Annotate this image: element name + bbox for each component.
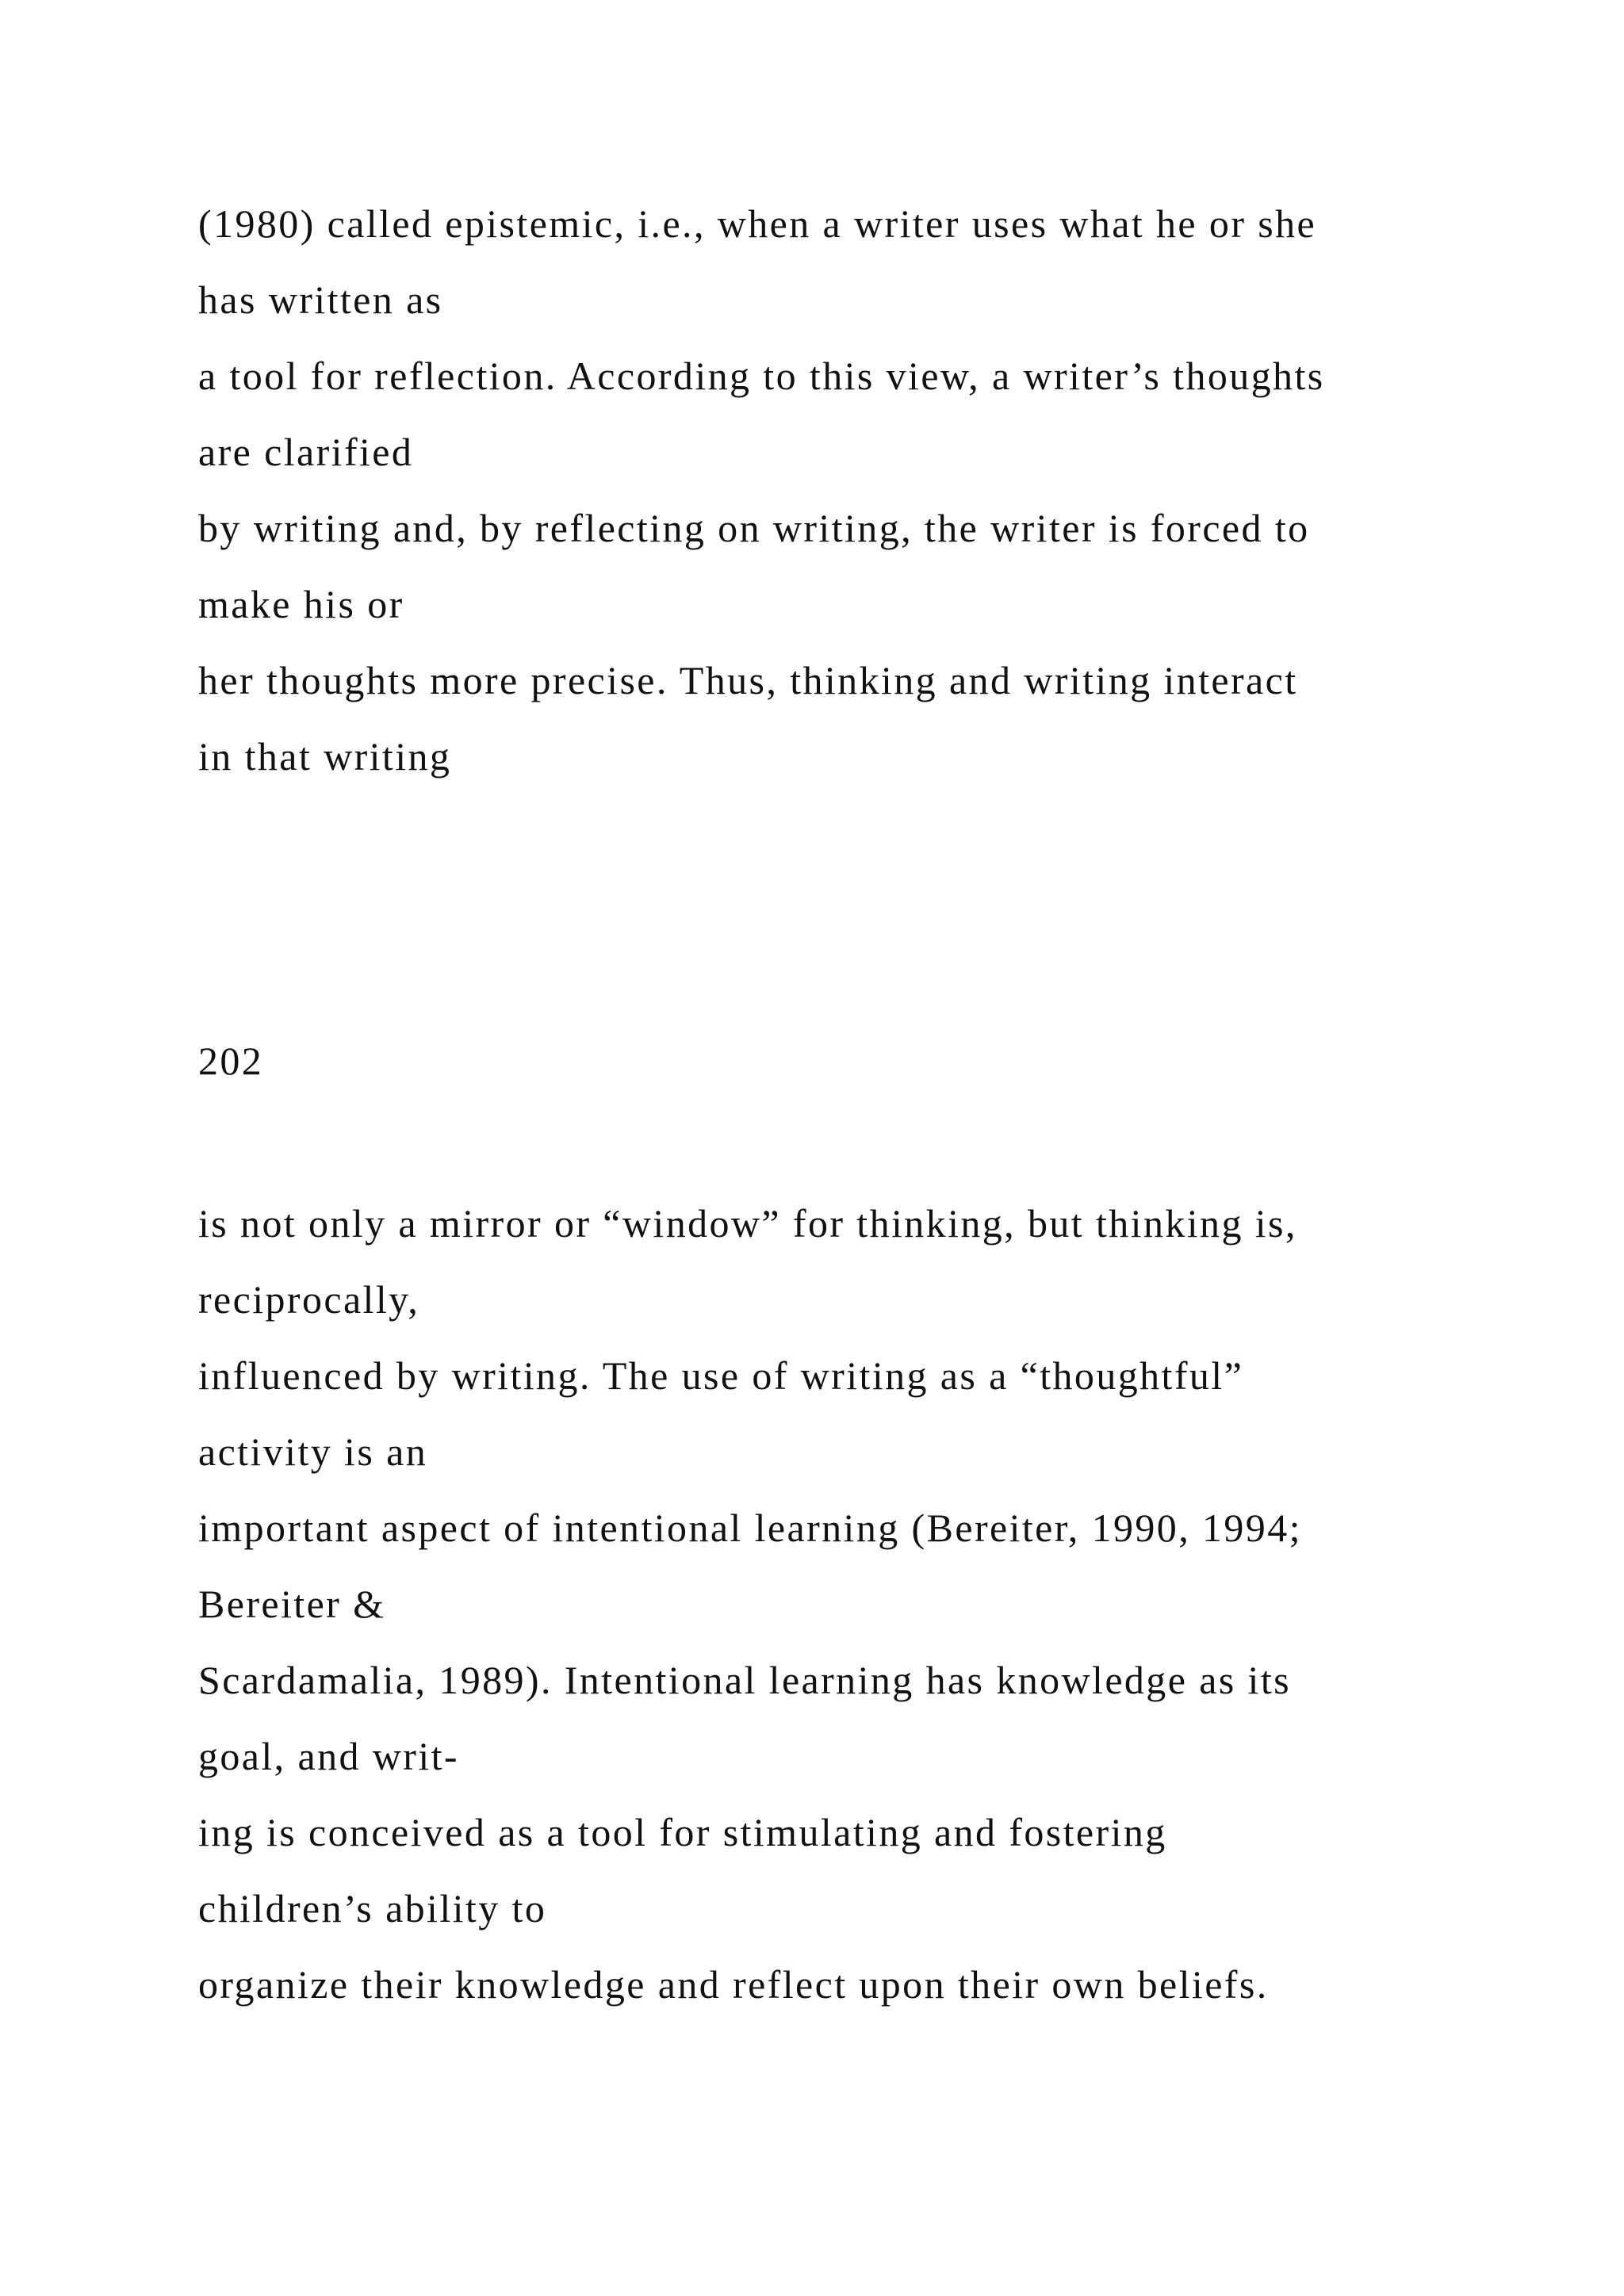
text-line: a tool for reflection. According to this view, a writer’s thoughts: [198, 354, 1325, 398]
text-line: ing is conceived as a tool for stimulating and fostering: [198, 1810, 1167, 1854]
text-line: influenced by writing. The use of writing as a “thoughtful”: [198, 1353, 1244, 1398]
text-line: organize their knowledge and reflect upon their own beliefs.: [198, 1962, 1269, 2007]
text-line: in that writing: [198, 734, 452, 779]
text-line: are clarified: [198, 430, 414, 474]
text-line: make his or: [198, 582, 404, 626]
text-line: reciprocally,: [198, 1277, 420, 1322]
page-number: 202: [198, 1039, 264, 1083]
text-line: children’s ability to: [198, 1886, 547, 1931]
text-line: activity is an: [198, 1429, 428, 1474]
text-line: Scardamalia, 1989). Intentional learning has knowledge as its: [198, 1658, 1291, 1702]
text-line: is not only a mirror or “window” for thinking, but thinking is,: [198, 1201, 1297, 1246]
text-line: goal, and writ-: [198, 1734, 459, 1778]
text-line: has written as: [198, 277, 443, 322]
text-line: by writing and, by reflecting on writing, the writer is forced to: [198, 506, 1310, 550]
text-line: her thoughts more precise. Thus, thinking and writing interact: [198, 658, 1298, 702]
text-line: (1980) called epistemic, i.e., when a writer uses what he or she: [198, 201, 1317, 246]
text-line: Bereiter &: [198, 1582, 386, 1626]
text-line: important aspect of intentional learning (Bereiter, 1990, 1994;: [198, 1506, 1302, 1550]
